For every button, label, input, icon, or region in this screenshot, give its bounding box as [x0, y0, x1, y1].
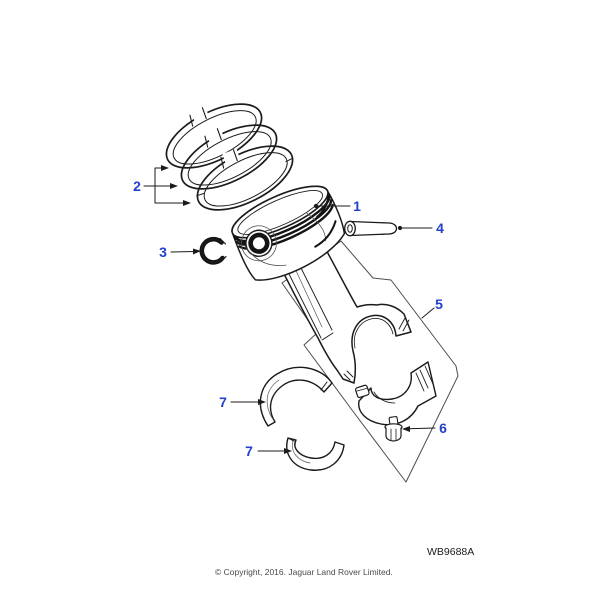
callout-1-piston[interactable]: 1 [353, 198, 361, 214]
callout-4-piston-pin[interactable]: 4 [436, 220, 444, 236]
circlip-art [202, 239, 226, 263]
rod-cap-art [355, 362, 436, 441]
copyright-notice: © Copyright, 2016. Jaguar Land Rover Limited. [215, 567, 393, 577]
callout-3-circlip[interactable]: 3 [159, 244, 167, 260]
callout-7-bearing-shell-upper[interactable]: 7 [219, 394, 227, 410]
callout-2-piston-rings[interactable]: 2 [133, 178, 141, 194]
bearing-shells-art [260, 367, 344, 470]
callout-6-bolt[interactable]: 6 [439, 420, 447, 436]
callout-7-bearing-shell-lower[interactable]: 7 [245, 443, 253, 459]
drawing-code: WB9688A [427, 546, 475, 558]
callout-5-connecting-rod[interactable]: 5 [435, 296, 443, 312]
piston-pin-art [345, 221, 397, 235]
